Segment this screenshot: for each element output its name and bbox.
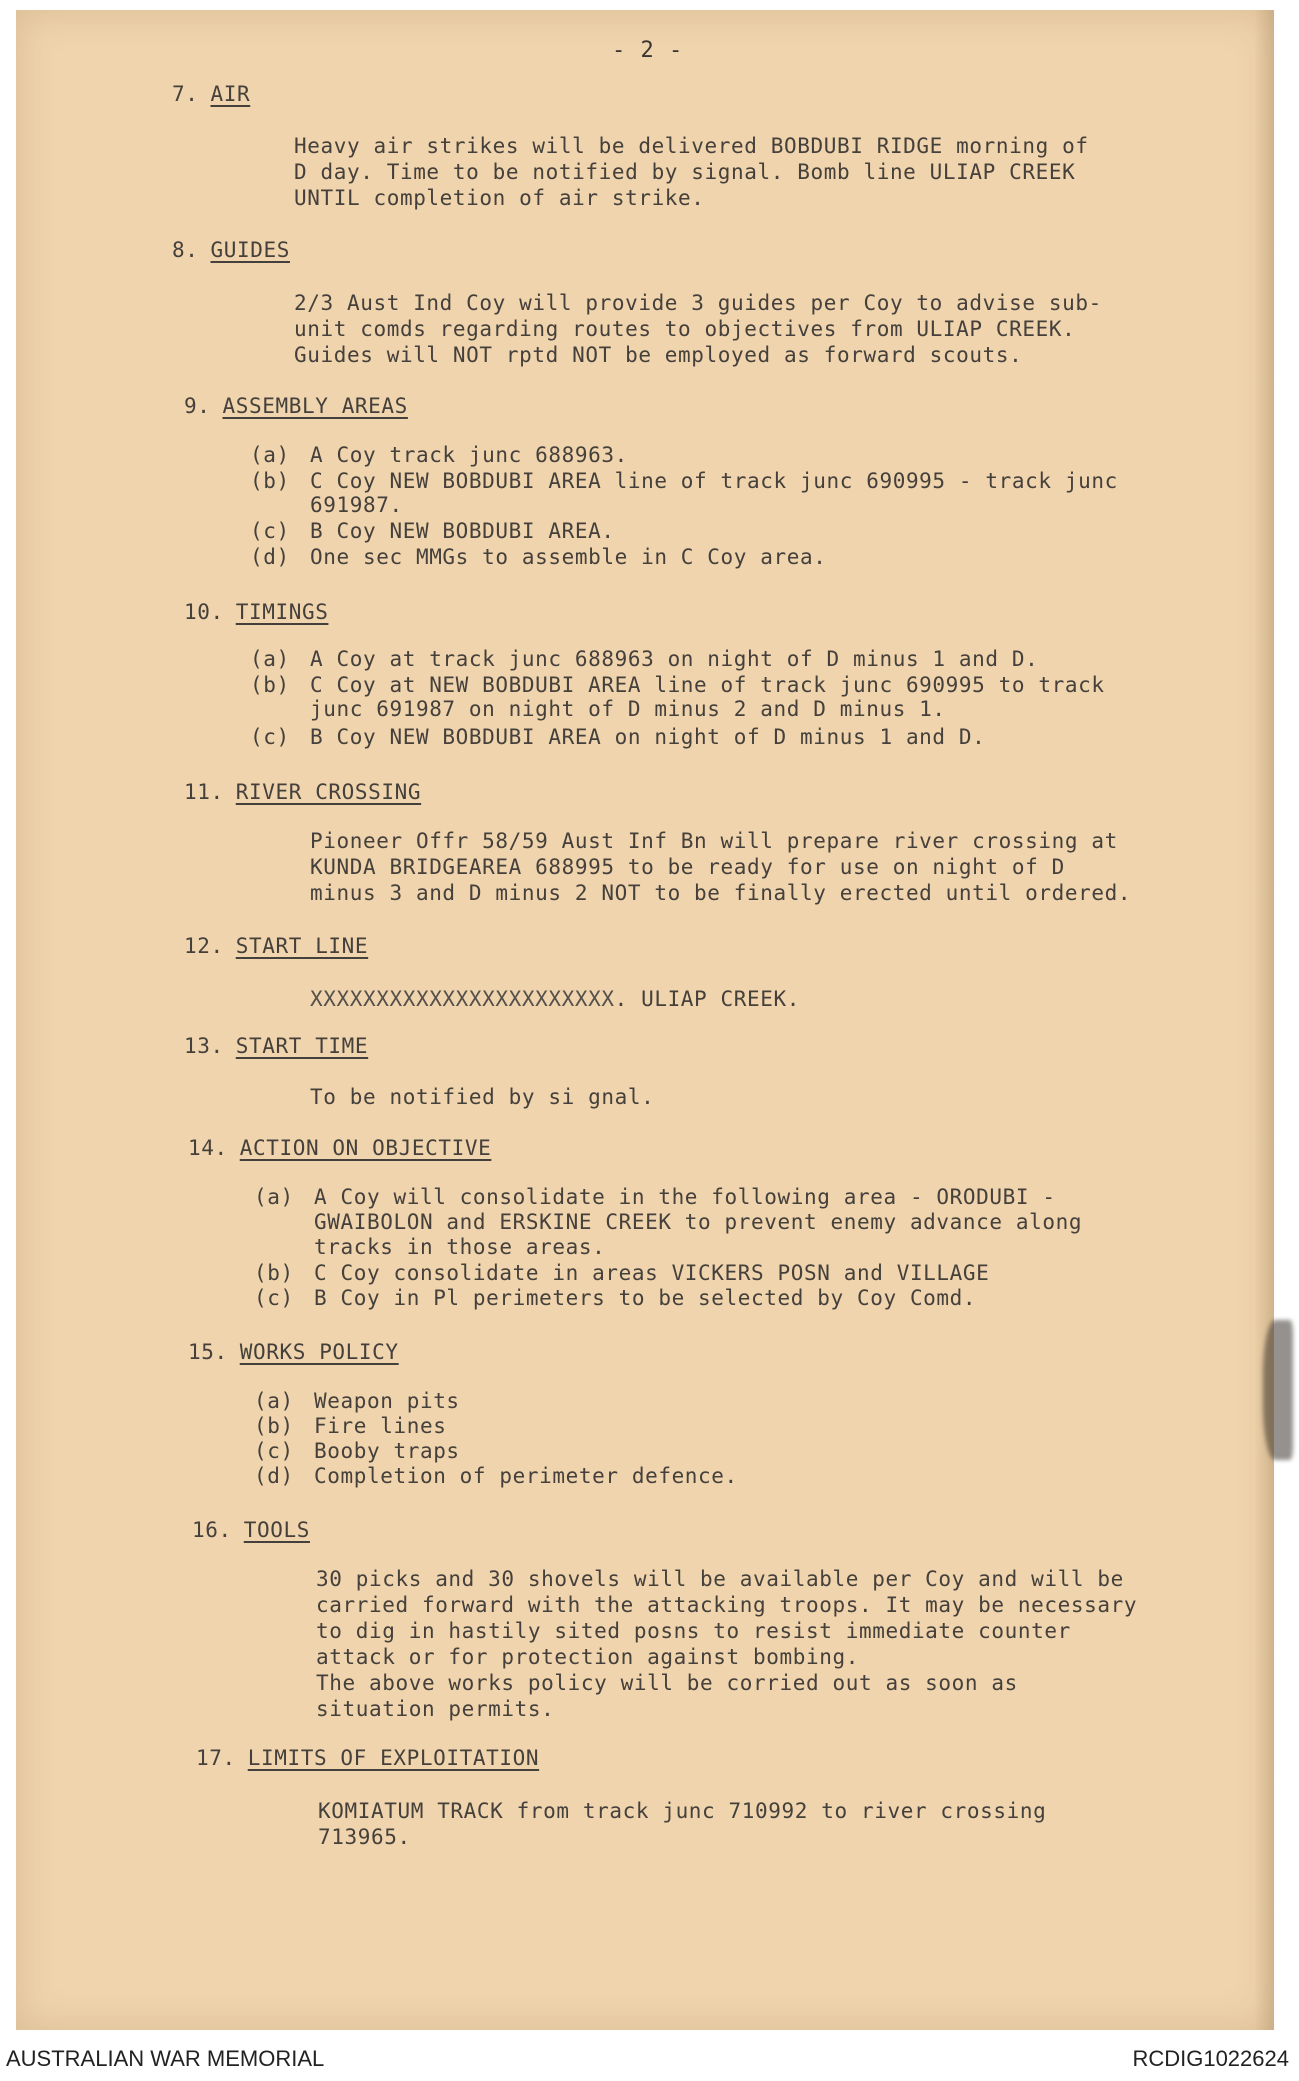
section-12-body bbox=[310, 986, 800, 1012]
list-item bbox=[250, 442, 628, 468]
footer-catalogue-id: RCDIG1022624 bbox=[1132, 2046, 1289, 2071]
item-text: C Coy NEW BOBDUBI AREA line of track junc 690995 - track junc bbox=[310, 469, 1118, 493]
item-text: GWAIBOLON and ERSKINE CREEK to prevent enemy advance along bbox=[314, 1210, 1083, 1234]
section-title: RIVER CROSSING bbox=[235, 780, 422, 804]
list-item bbox=[254, 1413, 447, 1439]
item-text: A Coy will consolidate in the following area - ORODUBI - bbox=[314, 1185, 1056, 1209]
footer-institution: AUSTRALIAN WAR MEMORIAL bbox=[6, 2046, 325, 2071]
list-item bbox=[254, 1438, 460, 1464]
body-line: 30 picks and 30 shovels will be available per Coy and will be bbox=[316, 1567, 1124, 1591]
item-label: (c) bbox=[250, 519, 290, 543]
item-text: B Coy in Pl perimeters to be selected by Coy Comd. bbox=[314, 1286, 977, 1310]
section-7-body bbox=[294, 133, 1089, 211]
body-line: situation permits. bbox=[316, 1697, 555, 1721]
list-item bbox=[250, 544, 827, 570]
list-item bbox=[254, 1463, 738, 1489]
section-title: AIR bbox=[210, 82, 251, 106]
section-title: WORKS POLICY bbox=[239, 1340, 399, 1364]
item-text: Weapon pits bbox=[314, 1389, 460, 1413]
section-13-body bbox=[310, 1084, 654, 1110]
item-text: One sec MMGs to assemble in C Coy area. bbox=[310, 545, 827, 569]
section-title: START TIME bbox=[235, 1034, 369, 1058]
section-number: 11. bbox=[184, 780, 224, 804]
section-title: TIMINGS bbox=[235, 600, 329, 624]
section-16-heading bbox=[192, 1518, 310, 1542]
item-label: (b) bbox=[254, 1261, 294, 1285]
section-title: ACTION ON OBJECTIVE bbox=[239, 1136, 492, 1160]
body-line: . ULIAP CREEK. bbox=[614, 987, 800, 1011]
ink-blot bbox=[1263, 1320, 1293, 1460]
section-title: GUIDES bbox=[210, 238, 290, 262]
item-text: Completion of perimeter defence. bbox=[314, 1464, 738, 1488]
item-label: (a) bbox=[254, 1389, 294, 1413]
section-number: 16. bbox=[192, 1518, 232, 1542]
item-text: A Coy at track junc 688963 on night of D minus 1 and D. bbox=[310, 647, 1039, 671]
body-line: 2/3 Aust Ind Coy will provide 3 guides per Coy to advise sub- bbox=[294, 291, 1102, 315]
list-item bbox=[250, 672, 1105, 721]
item-label: (b) bbox=[254, 1414, 294, 1438]
body-line: attack or for protection against bombing. bbox=[316, 1645, 859, 1669]
item-label: (c) bbox=[254, 1439, 294, 1463]
body-line: UNTIL completion of air strike. bbox=[294, 186, 705, 210]
section-13-heading bbox=[184, 1034, 368, 1058]
item-text: B Coy NEW BOBDUBI AREA. bbox=[310, 519, 615, 543]
body-line: carried forward with the attacking troops. It may be necessary bbox=[316, 1593, 1138, 1617]
item-label: (b) bbox=[250, 469, 290, 493]
body-line: 713965. bbox=[318, 1825, 411, 1849]
body-line: KUNDA BRIDGEAREA 688995 to be ready for use on night of D bbox=[310, 855, 1065, 879]
section-11-heading bbox=[184, 780, 421, 804]
section-number: 15. bbox=[188, 1340, 228, 1364]
section-title: LIMITS OF EXPLOITATION bbox=[247, 1746, 540, 1770]
section-number: 12. bbox=[184, 934, 224, 958]
body-line: Pioneer Offr 58/59 Aust Inf Bn will prepare river crossing at bbox=[310, 829, 1118, 853]
document-page bbox=[16, 10, 1274, 2030]
item-label: (a) bbox=[250, 647, 290, 671]
item-text: B Coy NEW BOBDUBI AREA on night of D minus 1 and D. bbox=[310, 725, 986, 749]
section-11-body bbox=[310, 828, 1131, 906]
section-12-heading bbox=[184, 934, 368, 958]
item-text: C Coy at NEW BOBDUBI AREA line of track junc 690995 to track bbox=[310, 673, 1105, 697]
body-line: unit comds regarding routes to objectives from ULIAP CREEK. bbox=[294, 317, 1076, 341]
list-item bbox=[250, 724, 986, 750]
body-line: The above works policy will be corried out as soon as bbox=[316, 1671, 1018, 1695]
section-number: 13. bbox=[184, 1034, 224, 1058]
body-line: D day. Time to be notified by signal. Bomb line ULIAP CREEK bbox=[294, 160, 1076, 184]
item-label: (d) bbox=[254, 1464, 294, 1488]
item-label: (a) bbox=[254, 1185, 294, 1209]
section-14-heading bbox=[188, 1136, 491, 1160]
section-17-body bbox=[318, 1798, 1046, 1850]
section-title: ASSEMBLY AREAS bbox=[222, 394, 408, 418]
body-line: to dig in hastily sited posns to resist immediate counter bbox=[316, 1619, 1071, 1643]
section-number: 17. bbox=[196, 1746, 236, 1770]
section-number: 7. bbox=[172, 82, 199, 106]
body-line: To be notified by si gnal. bbox=[310, 1085, 655, 1109]
list-item bbox=[250, 468, 1118, 517]
body-line: Heavy air strikes will be delivered BOBDUBI RIDGE morning of bbox=[294, 134, 1089, 158]
list-item bbox=[254, 1388, 460, 1414]
list-item bbox=[250, 646, 1039, 672]
item-text: 691987. bbox=[310, 493, 403, 517]
section-15-heading bbox=[188, 1340, 399, 1364]
item-label: (b) bbox=[250, 673, 290, 697]
list-item bbox=[254, 1285, 977, 1311]
body-line: Guides will NOT rptd NOT be employed as forward scouts. bbox=[294, 343, 1023, 367]
section-7-heading bbox=[172, 82, 250, 106]
section-number: 14. bbox=[188, 1136, 228, 1160]
item-text: C Coy consolidate in areas VICKERS POSN and VILLAGE bbox=[314, 1261, 990, 1285]
section-16-body bbox=[316, 1566, 1137, 1722]
item-text: junc 691987 on night of D minus 2 and D minus 1. bbox=[310, 697, 946, 721]
section-8-heading bbox=[172, 238, 290, 262]
body-line: KOMIATUM TRACK from track junc 710992 to river crossing bbox=[318, 1799, 1047, 1823]
list-item bbox=[254, 1260, 990, 1286]
section-17-heading bbox=[196, 1746, 539, 1770]
body-line: minus 3 and D minus 2 NOT to be finally erected until ordered. bbox=[310, 881, 1132, 905]
item-label: (a) bbox=[250, 443, 290, 467]
section-8-body bbox=[294, 290, 1102, 368]
section-9-heading bbox=[184, 394, 408, 418]
list-item bbox=[250, 518, 615, 544]
item-text: Fire lines bbox=[314, 1414, 447, 1438]
item-text: A Coy track junc 688963. bbox=[310, 443, 628, 467]
section-10-heading bbox=[184, 600, 328, 624]
item-text: Booby traps bbox=[314, 1439, 460, 1463]
page-number: - 2 - bbox=[612, 38, 684, 63]
section-title: START LINE bbox=[235, 934, 369, 958]
item-label: (c) bbox=[254, 1286, 294, 1310]
item-label: (d) bbox=[250, 545, 290, 569]
list-item bbox=[254, 1184, 1083, 1259]
section-number: 10. bbox=[184, 600, 224, 624]
section-title: TOOLS bbox=[243, 1518, 310, 1542]
struck-out-text: XXXXXXXXXXXXXXXXXXXXXXX bbox=[310, 987, 615, 1011]
item-text: tracks in those areas. bbox=[314, 1235, 606, 1259]
item-label: (c) bbox=[250, 725, 290, 749]
section-number: 8. bbox=[172, 238, 199, 262]
section-number: 9. bbox=[184, 394, 211, 418]
